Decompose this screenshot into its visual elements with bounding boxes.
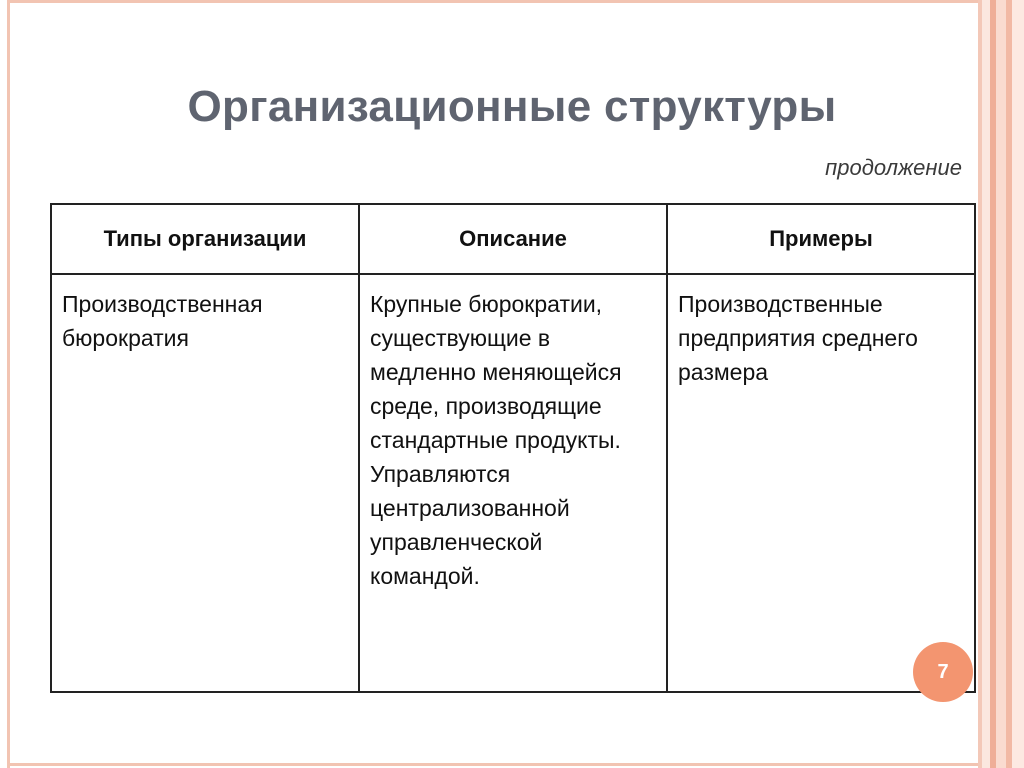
slide-title: Организационные структуры: [187, 82, 837, 131]
table-row: [51, 274, 975, 692]
page-number-badge: 7: [913, 642, 973, 702]
table-header-row: [51, 204, 975, 274]
cell-description: Крупные бюрократии, существующие в медленно меняющейся среде, производящие стандартные продукты. Управляются централизованной управленческой командой.: [359, 274, 667, 692]
header-description: Описание: [359, 204, 667, 274]
header-examples: Примеры: [667, 204, 975, 274]
cell-type: Производственная бюрократия: [51, 274, 359, 692]
org-types-table: [50, 203, 976, 693]
frame-bottom-border: [7, 763, 982, 766]
cell-examples: Производственные предприятия среднего размера: [667, 274, 975, 692]
slide-subtitle: продолжение: [825, 155, 962, 180]
frame-top-border: [7, 0, 982, 3]
header-types: Типы организации: [51, 204, 359, 274]
